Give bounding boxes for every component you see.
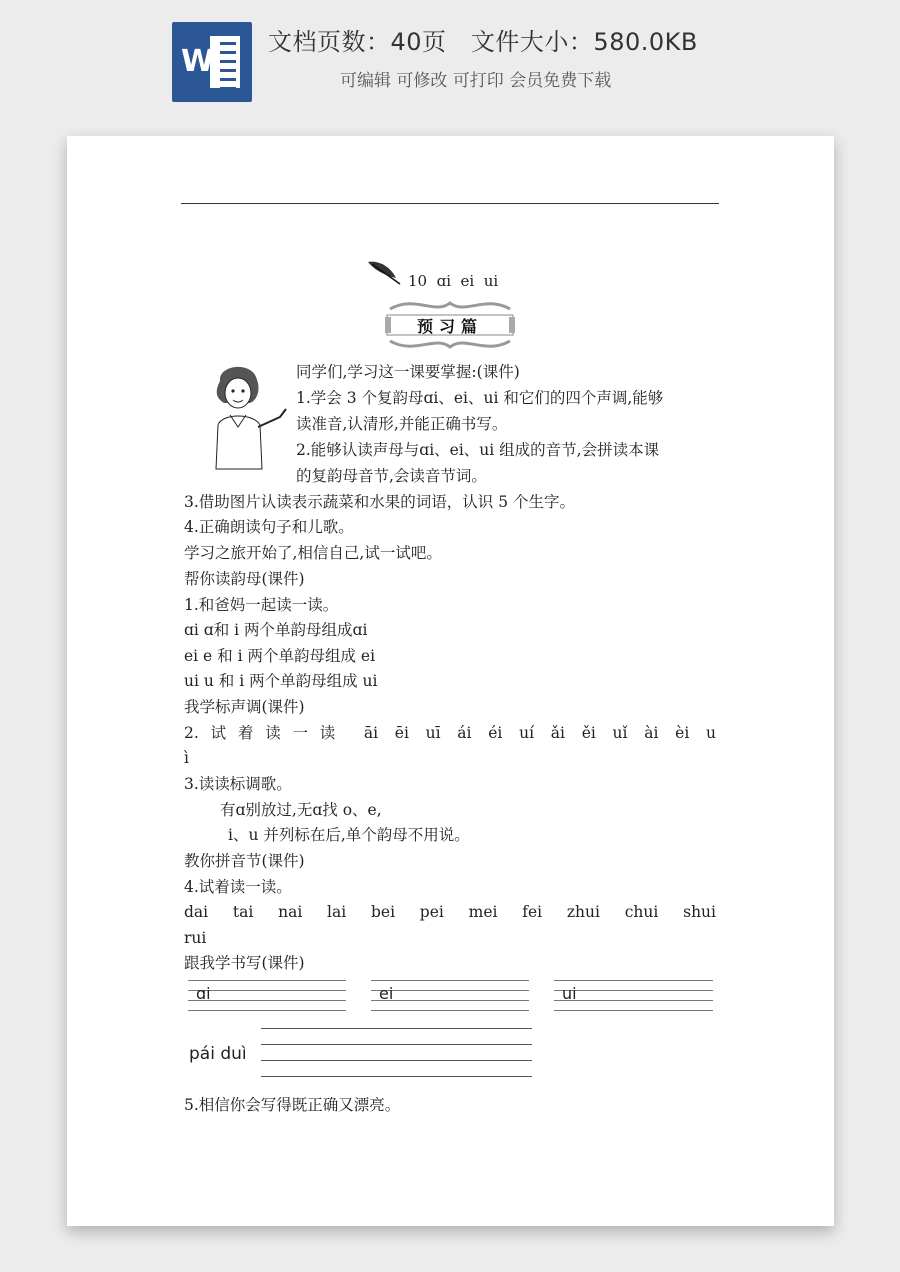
exercise-1: 1.和爸妈一起读一读。 — [184, 596, 339, 614]
writing-grid-ei — [371, 980, 529, 1012]
exercise-2-cont: ì — [184, 749, 189, 767]
tone-rhyme-line-1: 有ɑ别放过,无ɑ找 o、e, — [220, 801, 382, 819]
writing-label-ei: ei — [379, 984, 394, 1003]
goal-4: 4.正确朗读句子和儿歌。 — [184, 518, 354, 536]
writing-label-ui: ui — [562, 984, 577, 1003]
syllable-list-cont: rui — [184, 929, 207, 947]
download-banner — [0, 0, 900, 130]
lesson-title: 10 ɑi ei ui — [408, 272, 499, 290]
goal-2: 2.能够认读声母与ɑi、ei、ui 组成的音节,会拼读本课 — [296, 441, 660, 459]
writing-word-paidui: pái duì — [189, 1044, 247, 1064]
section-tones: 我学标声调(课件) — [184, 698, 305, 716]
final-ui: ui u 和 i 两个单韵母组成 ui — [184, 672, 378, 690]
word-document-icon — [172, 22, 252, 102]
exercise-4: 4.试着读一读。 — [184, 878, 292, 896]
exercise-2: 2.试着读一读 āi ēi uī ái éi uí ǎi ěi uǐ ài èi u — [184, 724, 716, 742]
closing-note: 5.相信你会写得既正确又漂亮。 — [184, 1096, 401, 1114]
teacher-illustration — [200, 361, 290, 471]
goal-1: 1.学会 3 个复韵母ɑi、ei、ui 和它们的四个声调,能够 — [296, 389, 664, 407]
writing-grid-ui — [554, 980, 713, 1012]
document-info: 文档页数：40页 文件大小：580.0KB — [268, 28, 698, 56]
section-read-finals: 帮你读韵母(课件) — [184, 570, 305, 588]
feather-quill-icon — [366, 258, 406, 288]
section-writing: 跟我学书写(课件) — [184, 954, 305, 972]
final-ei: ei e 和 i 两个单韵母组成 ei — [184, 647, 376, 665]
writing-label-ai: ɑi — [196, 984, 211, 1003]
header-rule — [181, 203, 719, 204]
writing-line — [261, 1076, 532, 1077]
intro-line: 同学们,学习这一课要掌握:(课件) — [296, 363, 520, 381]
preview-section-banner: 预习篇 — [416, 317, 483, 336]
goal-2-cont: 的复韵母音节,会读音节词。 — [296, 467, 487, 485]
goal-3: 3.借助图片认读表示蔬菜和水果的词语，认识 5 个生字。 — [184, 493, 576, 511]
section-syllables: 教你拼音节(课件) — [184, 852, 305, 870]
goal-1-cont: 读准音,认清形,并能正确书写。 — [296, 415, 508, 433]
document-features: 可编辑 可修改 可打印 会员免费下载 — [340, 71, 612, 91]
document-page — [67, 136, 834, 1226]
writing-grid-ai — [188, 980, 346, 1012]
tone-rhyme-line-2: i、u 并列标在后,单个韵母不用说。 — [228, 826, 470, 844]
encouragement: 学习之旅开始了,相信自己,试一试吧。 — [184, 544, 442, 562]
final-ai: ɑi ɑ和 i 两个单韵母组成ɑi — [184, 621, 368, 639]
writing-line — [261, 1060, 532, 1061]
exercise-3: 3.读读标调歌。 — [184, 775, 292, 793]
word-icon-letter: W — [181, 44, 215, 79]
writing-line — [261, 1028, 532, 1029]
writing-line — [261, 1044, 532, 1045]
syllable-list: dai tai nai lai bei pei mei fei zhui chui shui — [184, 903, 716, 921]
